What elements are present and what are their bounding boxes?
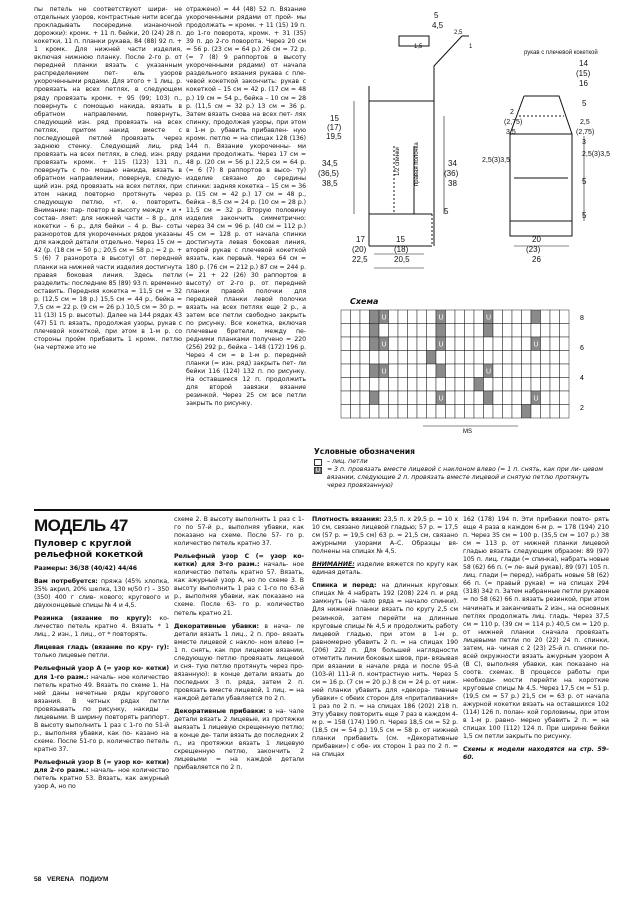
chart-cell <box>389 391 399 405</box>
chart-symbol: U <box>486 314 492 322</box>
legend-item: – лиц. петли <box>314 458 609 466</box>
chart-cell <box>512 351 522 365</box>
chart-cell <box>351 391 361 405</box>
page-footer <box>34 876 112 883</box>
model-column-2 <box>174 516 304 777</box>
chart-cell <box>503 391 513 405</box>
pattern-b: Рельефный узор В (= узор ко- кетки) для 2-го разм.: началь- ное количество петель кратно 53. Вязать, как ажурный узор А, но по <box>34 758 169 791</box>
chart-cell <box>465 391 475 405</box>
chart-cell <box>398 391 408 405</box>
chart-cell <box>417 324 427 338</box>
sizes: Размеры: 36/38 (40/42) 44/46 <box>34 565 138 572</box>
chart-cell <box>522 337 532 351</box>
brand-name-2: ПОДИУМ <box>79 876 109 883</box>
chart-cell <box>436 405 446 419</box>
chart-cell <box>522 378 532 392</box>
chart-cell <box>474 364 484 378</box>
chart-cell <box>493 405 503 419</box>
text-block: отражено) = 44 (48) 52 п. Вязание укороченными рядами от прой- мы продолжать = кромк. + 11 (15) 19 п. до 1-го поворота, кромк. + 31 (35) 39 п. до 2-го поворота. Через 20 см = 56 р. (23 см = 64 р.) 26 см = 72 р. (= 7 (8) 9 раппортов в высоту укороченными рядами) от начала раздельного вязания рукава с пле- чевой кокеткой закончить: рукав с кокеткой – 15 см = 42 р. (17 см = 48 р.) 19 см = 54 р., бейка – 10 см = 28 р. (11,5 см = 32 р.) 13 см = 36 р. Затем вязать снова на всех пет- лях спинку, продолжая узоры, при этом в 1-м р. убавить прибавлен- ную кромк. петлю = на спицах 128 (136) 144 п. Вязание укороченны- ми рядами продолжать. Через 17 см = 48 р. (20 см = 56 р.) 22,5 см = 64 р. (= 6 (7) 8 раппортов в высо- ту) изделие связано до середины спинки: задняя кокетка – 15 см = 36 р. (15 см = 42 р.) 17 см = 48 р., бейка – 8,5 см = 24 р. (10 см = 28 р.) 11,5 см = 32 р. Вторую половину изделия закончить симметрично: через 34 см = 96 р. (40 см = 112 р.) 45 см = 128 р. от начала спинки достигнута левая боковая линия, второй рукав с плечевой кокеткой вязать, как первый. Через 64 см = 180 р. (76 см = 212 р.) 87 см = 244 р. (= 21 + 22 (26) 30 раппортов в высоту) от 2-го р. от передней планки правой полочки для передней планки левой полочки вязать на всех петлях еще 2 р., а затем все петли свободно закрыть по рисунку. Все кокетка, включая плечевые бретели, между пе- редними планками получено = 220 (256) 292 р., бейка – 148 (172) 196 р. Через 4 см = в 1-м р. передней планки (= изн. ряд) закрыть пет- ли бейки 116 (124) 132 п. по рисунку. На оставшиеся 12 п. продолжить для второй завязки вязание резинкой. Через 25 см все петли закрыть по рисунку. <box>186 6 306 408</box>
model-subtitle: Пуловер с круглой рельефной кокеткой <box>34 539 144 560</box>
svg-text:6: 6 <box>580 345 584 352</box>
chart-cell <box>474 391 484 405</box>
dim-bottom-1: 17 <box>356 235 365 244</box>
chart-cell <box>427 378 437 392</box>
chart-cell <box>550 378 560 392</box>
svg-text:8: 8 <box>580 315 584 322</box>
rib-pattern: Резинка (вязание по кругу): ко- личество петель кратно 4. Вязать * 1 лиц., 2 изн., 1 лиц., от * повторять. <box>34 615 169 639</box>
svg-text:38,5: 38,5 <box>322 179 338 188</box>
chart-cell <box>389 351 399 365</box>
increases: Декоративные прибавки: в на- чале детали вязать 2 лицевые, из протяжки выязать 1 лицевую скрещенную петлю; в конце де- тали вязать до последних 2 п., из протяжки вязать 1 лицевую скрещенную петлю, закончить 2 лицевыми = на каждой детали прибавляется по 2 п. <box>174 708 305 772</box>
svg-text:38: 38 <box>448 179 457 188</box>
page-number: 58 <box>34 876 42 883</box>
chart-cell <box>360 364 370 378</box>
diagram-labels <box>318 11 610 264</box>
chart-cell <box>503 324 513 338</box>
dim-sleeve-top: 14 <box>579 59 588 68</box>
chart-cell <box>408 324 418 338</box>
chart-cell <box>446 310 456 324</box>
chart-cell <box>351 310 361 324</box>
chart-cell <box>427 351 437 365</box>
legend-item: U = 3 п. провязать вместе лицевой с наклоном влево (= 1 п. снять, как при ли- цевом вязании, следующие 2 п. провязать вместе лицевой и снятую петлю протянуть через провязанную) <box>315 466 604 489</box>
chart-cell <box>351 351 361 365</box>
chart-symbol: U <box>438 314 444 322</box>
legend-title: Условные обозначения <box>314 447 415 456</box>
chart-cell <box>436 378 446 392</box>
chart-cell <box>493 351 503 365</box>
chart-cell <box>427 324 437 338</box>
chart-cell <box>512 405 522 419</box>
chart-cell <box>465 364 475 378</box>
chart-cell <box>417 391 427 405</box>
chart-cell <box>531 310 541 324</box>
chart-cell <box>512 337 522 351</box>
svg-text:(2,75): (2,75) <box>504 119 523 126</box>
pattern-a: Рельефный узор А (= узор ко- кетки) для 1-го разм.: началь- ное количество петель кратно 49. Вязать по схеме 1. На ней даны нечетные ряды кругового вязания. В четных рядах петли провязывать по рисунку, накиды – лицевыми. В ширину повторять раппорт. В высоту выполнить 1 раз с 1-го по 51-й р., выполняя убавки, как по- казано на схеме. После 51-го р. количество петель кратно 37. <box>34 665 169 753</box>
chart-cell <box>465 310 475 324</box>
svg-text:22,5: 22,5 <box>352 255 368 264</box>
chart-cell <box>398 364 408 378</box>
chart-cell <box>446 364 456 378</box>
chart-symbol: U <box>438 341 444 349</box>
chart-cell <box>560 324 570 338</box>
chart-cell <box>484 391 494 405</box>
chart-cell <box>408 364 418 378</box>
chart-cell <box>370 324 380 338</box>
text-block: пы петель не соответствуют шири- не отдельных узоров, контрастные нити всегда прокладывать посередине изнаночной дорожки): кромк. + 11 п. бейки, 20 (24) 28 п. кокетки, 11 п. планки рукава, 84 (88) 92 п. + 1 кромк. Для нижней части изделия, включая нижнюю планку. После 2-го р. от передней планки вязать с указанным распределением пет- ель узоров укороченными рядами. Для этого + 1 лиц. р. провязать на всех петлях, в следующем ряду провязать кромк. + 95 (99; 103) п., повернуть с помощью накида, вязать в обратном направлении, повернуть, следующий изн. ряд провязать на всех петлях, притом накид вместе с последующей петлей провязать через заднюю стенку. Следующий лиц. ряд провязать на всех петлях, в след. изн. ряду провязать кромк. + 115 (123) 131 п., повернуть с по- мощью накида, вязать в обратном направлении, повернув, следую- щий изн. ряд провязать на всех петлях, при этом накид повторно протянуть через следующую петлю, «т. е. повторить. Внимание: пар- повтор в высоту между • и • состав- ляет: для нижней части – 8 р., для кокетки – 6 р., для бейки – 4 р. Вы- соты разноротов для укороченных рядов указаны для каждой детали отдельно. Через 15 см = 42 (р. (18 см = 50 р.; 20,5 см = 58 р.; = 2 р. + 5 (6) 7 разнорота в высоту) от передней планки на нижней части изделия достигнута правая боковая линия. Здесь петли разделить: последние 85 (89) 93 п. временно оставить. Передняя кокетка = 11,5 см = 32 р. (12,5 см = 18 р.) 15,5 см = 44 р., бейка = 7,5 см = 22 р. (9 см = 26 р.) 10,5 см = 30 р. = 11 (13) 15 р. высоты). Далее на 144 рядах 43 (47) 51 п. вязать, продолжая узоры, рукав с плечевой кокеткой, при этом в 1-м р. со стороны пройм прибавить 1 кромк. петлю (на чертеже это не <box>34 6 182 351</box>
chart-cell <box>550 310 560 324</box>
chart-cell <box>484 405 494 419</box>
chart-cell <box>455 324 465 338</box>
svg-text:2: 2 <box>580 405 584 412</box>
back-front: Спинка и перед: на длинных круговых спицах № 4 набрать 192 (208) 224 п. и ряд замкнуть (на- чало ряда = начало спинки). Для нижней планки вязать по кругу 2,5 см резинкой, затем перейти на длинные круговые спицы № 4,5 и продолжить работу лицевой гладью, при этом в 1-м р. равномерно убавить 2 п. = на спицах 190 (206) 222 п. Для большей наглядности отметить линии боковых швов, при- вязывая при вязании в начале ряда и после 95-й (103-й) 111-й п. контрастную нить. Через 5 см = 16 р. (7 см = 20 р.) 8 см = 24 р. от ниж- ней планки убавить для «декора- тивные убавки» с обеих сторон для «приталивания» 1 раз по 2 п. = на спицах 186 (202) 218 п. Эту убавку повторить еще 7 раз в каждом 4-м р. = 158 (174) 190 п. Через 18,5 см = 52 р. (18,5 см = 54 р.) 19,5 см = 58 р. от нижней планки прибавить (см. «Декоративные прибавки») с обе- их сторон 1 раз по 2 п. = на спицах <box>312 582 458 759</box>
chart-cell <box>427 337 437 351</box>
svg-text:(36,5): (36,5) <box>318 169 339 178</box>
chart-cell <box>446 405 456 419</box>
chart-cell <box>360 324 370 338</box>
dim-sleeve-bottom: 20 <box>532 235 541 244</box>
chart-cell <box>417 405 427 419</box>
chart-cell <box>465 351 475 365</box>
svg-text:(36): (36) <box>444 169 459 178</box>
chart-cell <box>446 324 456 338</box>
model-column-3 <box>312 516 458 764</box>
chart-cell <box>408 378 418 392</box>
charts-note: Схемы к модели находятся на стр. 59–60. <box>463 746 609 762</box>
chart-cell <box>503 337 513 351</box>
svg-text:2,5: 2,5 <box>580 119 590 126</box>
dim-mid-right: 34 <box>448 159 457 168</box>
chart-cell <box>493 391 503 405</box>
chart-cell <box>379 405 389 419</box>
front-label: правая полочка <box>414 142 420 186</box>
chart-cell <box>341 351 351 365</box>
chart-cell <box>389 337 399 351</box>
svg-text:(20): (20) <box>352 245 367 254</box>
chart-cell <box>341 405 351 419</box>
chart-cell <box>398 351 408 365</box>
knitting-chart <box>333 306 595 434</box>
chart-cell <box>560 391 570 405</box>
chart-cell <box>522 391 532 405</box>
chart-symbol: U <box>381 341 387 349</box>
svg-text:26: 26 <box>532 255 541 264</box>
chart-cell <box>455 391 465 405</box>
model-column-1 <box>34 539 169 796</box>
chart-cell <box>417 337 427 351</box>
chart-cell <box>474 337 484 351</box>
chart-cell <box>436 364 446 378</box>
chart-cell <box>512 324 522 338</box>
text-block: схеме 2. В высоту выполнить 1 раз с 1-го по 57-й р., выполняя убавки, как показано на схеме. После 57- го р. количество петель кратно 37. <box>174 516 304 548</box>
chart-cell <box>531 324 541 338</box>
chart-cell <box>493 310 503 324</box>
chart-cell <box>531 405 541 419</box>
chart-cell <box>474 405 484 419</box>
gauge: Плотность вязания: 23,5 п. x 29,5 р. = 10 x 10 см, связано лицевой гладью; 57 р. = 17,5 см (57 р. = 19,5 см) 63 р. = 21,5 см, связано ажурными узорами А–С. Образцы вя- полнены на спицах № 4,5. <box>312 516 458 556</box>
svg-text:(23): (23) <box>526 245 541 254</box>
chart-cell <box>531 364 541 378</box>
chart-cell <box>560 310 570 324</box>
chart-cell <box>465 324 475 338</box>
chart-cell <box>474 351 484 365</box>
pattern-c: Рельефный узор С (= узор ко- кетки) для 3-го разм.: началь- ное количество петель кратно 57. Вязать, как ажурный узор А, но по схеме 3. В высоту выполнить 1 раз с 1-го по 63-й р., выполняя убавки, как показано на схеме. После 63- го р. количество петель кратно 21. <box>174 553 304 617</box>
chart-cell <box>455 378 465 392</box>
chart-cell <box>370 364 380 378</box>
chart-cell <box>389 364 399 378</box>
brand-name: VERENA <box>47 876 75 883</box>
chart-symbol: U <box>438 395 444 403</box>
chart-cell <box>465 378 475 392</box>
dim-top-left: 5 <box>434 11 439 20</box>
chart-cell <box>370 378 380 392</box>
chart-cell <box>560 351 570 365</box>
chart-cell <box>455 364 465 378</box>
chart-cell <box>484 324 494 338</box>
chart-cell <box>370 351 380 365</box>
chart-cell <box>398 378 408 392</box>
chart-cell <box>417 351 427 365</box>
dim-left-1: 15 <box>330 114 339 123</box>
chart-cell <box>408 337 418 351</box>
decrease-cell-icon: U <box>315 467 321 474</box>
warning: ВНИМАНИЕ: изделие вяжется по кругу как единая деталь. <box>312 561 458 577</box>
svg-text:16: 16 <box>579 79 588 88</box>
chart-cell <box>541 337 551 351</box>
chart-cell <box>484 351 494 365</box>
chart-cell <box>550 405 560 419</box>
ms-label: MS <box>463 429 472 434</box>
svg-text:5: 5 <box>582 99 587 108</box>
chart-cell <box>436 324 446 338</box>
chart-symbol: U <box>533 395 539 403</box>
chart-cell <box>522 351 532 365</box>
chart-cell <box>503 405 513 419</box>
chart-cell <box>541 378 551 392</box>
chart-cell <box>446 351 456 365</box>
chart-cell <box>465 405 475 419</box>
chart-cell <box>370 310 380 324</box>
chart-cell <box>379 378 389 392</box>
chart-cell <box>370 337 380 351</box>
chart-cell <box>531 351 541 365</box>
scheme-title: Схема <box>350 297 379 306</box>
chart-cell <box>550 351 560 365</box>
chart-cell <box>493 324 503 338</box>
svg-text:2,5(3)3,5: 2,5(3)3,5 <box>582 151 611 158</box>
chart-cell <box>560 378 570 392</box>
chart-cell <box>408 405 418 419</box>
chart-cell <box>446 378 456 392</box>
chart-cell <box>522 405 532 419</box>
chart-cell <box>408 310 418 324</box>
chart-cell <box>341 324 351 338</box>
model-title: МОДЕЛЬ 47 <box>34 516 128 535</box>
chart-cell <box>522 324 532 338</box>
chart-cell <box>550 391 560 405</box>
chart-cell <box>360 310 370 324</box>
svg-text:4,5: 4,5 <box>432 21 444 30</box>
text-block: 162 (178) 194 п. Эти прибавки повто- рять еще 4 раза в каждом 6-м р. = 178 (194) 210 п. Через 35 см = 100 р. (35,5 см = 107 р.) 38 см = 113 р. от нижней планки лицевой гладью вязать следующим образом: 89 (97) 105 п. лиц. глади (= спинка), набрать новые 58 (62) 66 п. (= ле- вый рукав), 89 (97) 105 п. лиц. глади (= перед), набрать новые 58 (62) 66 п. (= правый рукав) = на спицах 294 (318) 342 п. Затем набранные петли рукавов = по 58 (62) 66 п. вязать резинкой, при этом начинать и заканчивать 2 изн., на основных петлях продолжать лиц. гладь. Через 37,5 см = 110 р. (39 см = 114 р.) 40,5 см = 120 р. от нижней планки сначала провязать лицевыми петли по 20 (22) 24 п. спинки, затем, на- чиная с 2 (23) 25-й п. спинки по- всей окружности вязать ажурным узором А (В С), выполняя убавки, как показано на соотв. схемах. В процессе работы при необходи- мости перейти на короткие круговые спицы № 4,5. Через 17,5 см = 51 р. (19,5 см = 57 р.) 21,5 см = 63 р. от начала ажурной кокетки вязать на оставшихся 102 (114) 126 п. полан- кой горловины, при этом в 1-м р. равно- мерно убавить 2 п. = на спицах 100 (112) 124 п. При ширине бейки 1,5 см петли закрыть по рисунку. <box>463 516 609 741</box>
svg-text:3,5: 3,5 <box>506 129 516 136</box>
chart-cell <box>360 337 370 351</box>
chart-cell <box>417 310 427 324</box>
chart-cell <box>351 405 361 419</box>
chart-cell <box>484 337 494 351</box>
chart-cell <box>341 310 351 324</box>
chart-cell <box>360 391 370 405</box>
chart-cell <box>427 405 437 419</box>
svg-text:5: 5 <box>582 177 587 186</box>
chart-cell <box>512 310 522 324</box>
chart-cell <box>379 324 389 338</box>
chart-cell <box>379 391 389 405</box>
chart-symbol: U <box>381 314 387 322</box>
chart-symbol: U <box>533 341 539 349</box>
chart-cell <box>503 364 513 378</box>
chart-cell <box>541 351 551 365</box>
chart-cell <box>522 310 532 324</box>
chart-cell <box>493 364 503 378</box>
stockinette: Лицевая гладь (вязание по кру- гу): только лицевые петли. <box>34 644 169 660</box>
chart-cell <box>398 310 408 324</box>
decreases: Декоративные убавки: в нача- ле детали вязать 1 лиц., 2 п. про- вязать вместе лицевой с накло- ном влево (= 1 п. снять, как при лицевом вязании, следующую петлю провязать лицевой и сня- тую петлю протянуть через про- вязанную): в конце детали вязать до последних 3 п. ряда, затем 2 п. провязать вместе лицевой, 1 лиц. = на каждой детали убавляется по 2 п. <box>174 622 304 702</box>
chart-cell <box>341 364 351 378</box>
chart-cell <box>408 391 418 405</box>
legend <box>314 448 609 490</box>
chart-cell <box>560 405 570 419</box>
svg-text:4: 4 <box>580 375 584 382</box>
chart-cell <box>379 351 389 365</box>
svg-text:(2,75): (2,75) <box>576 129 595 136</box>
chart-cell <box>455 351 465 365</box>
chart-cell <box>455 405 465 419</box>
chart-cell <box>550 364 560 378</box>
chart-cell <box>408 351 418 365</box>
svg-text:3: 3 <box>582 139 586 146</box>
chart-cell <box>341 391 351 405</box>
chart-cell <box>493 378 503 392</box>
chart-cell <box>436 351 446 365</box>
chart-cell <box>360 405 370 419</box>
chart-cell <box>503 351 513 365</box>
chart-cell <box>493 337 503 351</box>
instructions-column-1 <box>34 6 182 357</box>
chart-cell <box>512 364 522 378</box>
chart-cell <box>398 405 408 419</box>
chart-cell <box>541 391 551 405</box>
dim-sleeve-small: 2 <box>510 109 514 116</box>
chart-cell <box>427 364 437 378</box>
chart-cell <box>503 310 513 324</box>
center-label: 1/2 спинки <box>395 147 401 176</box>
chart-cell <box>351 337 361 351</box>
chart-symbol: U <box>381 368 387 376</box>
blank-cell-icon <box>314 459 322 466</box>
chart-cell <box>541 310 551 324</box>
chart-cell <box>370 405 380 419</box>
chart-cell <box>503 378 513 392</box>
chart-cell <box>522 364 532 378</box>
svg-text:2,5: 2,5 <box>454 30 463 36</box>
chart-cell <box>474 324 484 338</box>
chart-cell <box>550 337 560 351</box>
chart-cell <box>531 378 541 392</box>
chart-cell <box>512 378 522 392</box>
instructions-column-2 <box>186 6 306 413</box>
chart-cell <box>398 324 408 338</box>
chart-cell <box>351 378 361 392</box>
row-numbers <box>580 315 584 412</box>
chart-cell <box>427 310 437 324</box>
svg-text:5: 5 <box>444 207 449 216</box>
svg-text:(17): (17) <box>327 123 342 132</box>
chart-cell <box>512 391 522 405</box>
chart-cell <box>351 364 361 378</box>
chart-cell <box>484 378 494 392</box>
yoke-label: рукав с плечевой кокеткой <box>524 50 598 56</box>
materials: Вам потребуется: пряжа (45% хлопка, 35% акрил, 20% шелка, 130 м/50 г) – 350 (350) 400 г слив- кового; кругового и двухконцевые спицы № 4 и 4,5. <box>34 578 169 610</box>
dim-sleeve-side: 2,5(3)3,5 <box>482 157 511 164</box>
chart-cell <box>351 324 361 338</box>
section-divider <box>34 509 610 511</box>
chart-cell <box>446 337 456 351</box>
dim-left-2: 34,5 <box>322 159 338 168</box>
chart-cell <box>427 391 437 405</box>
garment-schematic <box>314 6 614 274</box>
chart-cell <box>360 378 370 392</box>
chart-cell <box>541 324 551 338</box>
svg-text:1: 1 <box>469 44 473 50</box>
chart-cell <box>474 310 484 324</box>
chart-cell <box>389 324 399 338</box>
chart-cell <box>389 405 399 419</box>
chart-cell <box>455 310 465 324</box>
chart-symbol: U <box>486 368 492 376</box>
chart-cell <box>417 378 427 392</box>
svg-text:20,5: 20,5 <box>394 255 410 264</box>
chart-cell <box>370 391 380 405</box>
chart-cell <box>398 337 408 351</box>
svg-text:19,5: 19,5 <box>326 132 342 141</box>
svg-text:(15): (15) <box>576 69 591 78</box>
model-column-4 <box>463 516 609 767</box>
dim-bottom-2: 15 <box>396 235 405 244</box>
chart-cell <box>341 378 351 392</box>
svg-text:(18): (18) <box>394 245 409 254</box>
chart-cell <box>360 351 370 365</box>
chart-cell <box>341 337 351 351</box>
svg-text:5: 5 <box>582 211 587 220</box>
chart-cell <box>465 337 475 351</box>
chart-cell <box>541 364 551 378</box>
chart-cell <box>389 378 399 392</box>
chart-cell <box>541 405 551 419</box>
chart-cell <box>455 337 465 351</box>
chart-cell <box>474 378 484 392</box>
chart-cell <box>417 364 427 378</box>
chart-cell <box>560 364 570 378</box>
chart-cell <box>446 391 456 405</box>
chart-cell <box>389 310 399 324</box>
chart-cell <box>550 324 560 338</box>
chart-cell <box>560 337 570 351</box>
svg-text:1,5: 1,5 <box>414 44 423 50</box>
